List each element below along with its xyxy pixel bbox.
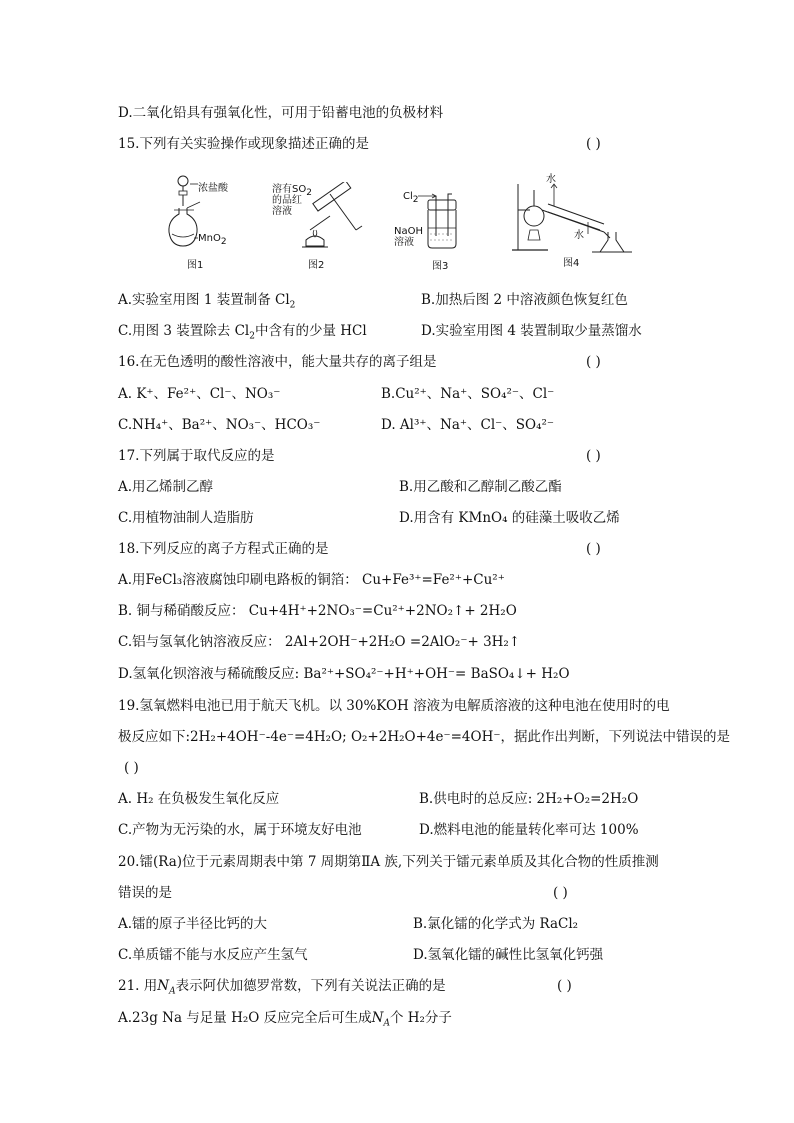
- fig1-label-mno2: MnO$_2$: [198, 233, 227, 247]
- q18-option-d: D.氢氧化钡溶液与稀硫酸反应: Ba²⁺+SO₄²⁻+H⁺+OH⁻= BaSO₄↓+ H₂O: [118, 666, 570, 682]
- q15-option-c: C.用图 3 装置除去 $Cl_2$中含有的少量 HCl: [118, 323, 367, 342]
- q19-option-c: C.产物为无污染的水，属于环境友好电池: [118, 822, 362, 838]
- q14-option-d: D.二氧化铅具有强氧化性，可用于铅蓄电池的负极材料: [118, 105, 444, 121]
- q15-answer-paren: ( ): [586, 136, 601, 152]
- q20-stem-line2: 错误的是: [118, 885, 172, 901]
- q21-option-a: A.23g Na 与足量 H₂O 反应完全后可生成$N_A$个 H₂分子: [118, 1010, 452, 1029]
- q16-answer-paren: ( ): [586, 354, 601, 370]
- fig3-label-cl2: $Cl_2$: [403, 191, 419, 205]
- q18-answer-paren: ( ): [586, 541, 601, 557]
- q20-option-a: A.镭的原子半径比钙的大: [118, 916, 268, 932]
- q20-stem-line1: 20.镭(Ra)位于元素周期表中第 7 周期第ⅡA 族,下列关于镭元素单质及其化合物的性质推测: [118, 854, 659, 870]
- q17-option-c: C.用植物油制人造脂肪: [118, 510, 254, 526]
- q16-option-a: A. K⁺、Fe²⁺、Cl⁻、NO₃⁻: [118, 386, 281, 402]
- figure-2-heated-tube: [270, 182, 370, 270]
- figure-3-gas-washing-bottle: [392, 186, 472, 270]
- q17-option-b: B.用乙酸和乙醇制乙酸乙酯: [399, 479, 562, 495]
- q16-stem: 16.在无色透明的酸性溶液中，能大量共存的离子组是: [118, 354, 437, 370]
- fig2-caption: 图2: [308, 260, 325, 271]
- figure-4-distillation: [508, 170, 638, 270]
- q20-answer-paren: ( ): [553, 885, 568, 901]
- fig1-caption: 图1: [187, 260, 204, 271]
- q16-option-d: D. Al³⁺、Na⁺、Cl⁻、SO₄²⁻: [381, 417, 555, 433]
- q15-option-d: D.实验室用图 4 装置制取少量蒸馏水: [421, 323, 642, 339]
- q19-option-d: D.燃料电池的能量转化率可达 100%: [419, 822, 639, 838]
- q18-option-a: A.用FeCl₃溶液腐蚀印刷电路板的铜箔： Cu+Fe³⁺=Fe²⁺+Cu²⁺: [118, 572, 505, 588]
- fig1-label-hcl: 浓盐酸: [198, 183, 228, 194]
- q18-option-c: C.铝与氢氧化钠溶液反应： 2Al+2OH⁻+2H₂O =2AlO₂⁻+ 3H₂↑: [118, 634, 521, 650]
- fig4-label-water-out: 水: [574, 230, 584, 241]
- q19-option-a: A. H₂ 在负极发生氧化反应: [118, 791, 280, 807]
- q15-option-b: B.加热后图 2 中溶液颜色恢复红色: [421, 292, 628, 308]
- fig3-caption: 图3: [432, 261, 449, 272]
- q20-option-d: D.氢氧化镭的碱性比氢氧化钙强: [413, 947, 604, 963]
- q17-answer-paren: ( ): [586, 448, 601, 464]
- q17-stem: 17.下列属于取代反应的是: [118, 448, 275, 464]
- q20-option-b: B.氯化镭的化学式为 RaCl₂: [413, 916, 579, 932]
- q15-stem: 15.下列有关实验操作或现象描述正确的是: [118, 136, 369, 152]
- q19-stem-line2: 极反应如下:2H₂+4OH⁻-4e⁻=4H₂O; O₂+2H₂O+4e⁻=4OH⁻，据此作出判断，下列说法中错误的是: [118, 729, 730, 745]
- fig3-label-naoh: NaOH 溶液: [394, 226, 423, 248]
- q19-answer-paren: ( ): [124, 760, 139, 776]
- fig4-caption: 图4: [563, 258, 580, 269]
- fig2-label: 溶有$SO_2$ 的品红 溶液: [272, 184, 312, 217]
- figure-1-chlorine-generator: [160, 172, 240, 270]
- q19-option-b: B.供电时的总反应: 2H₂+O₂=2H₂O: [419, 791, 639, 807]
- q20-option-c: C.单质镭不能与水反应产生氢气: [118, 947, 308, 963]
- q18-stem: 18.下列反应的离子方程式正确的是: [118, 541, 329, 557]
- q19-stem-line1: 19.氢氧燃料电池已用于航天飞机。以 30%KOH 溶液为电解质溶液的这种电池在使用时的电: [118, 698, 670, 714]
- q16-option-b: B.Cu²⁺、Na⁺、SO₄²⁻、Cl⁻: [381, 386, 555, 402]
- q17-option-d: D.用含有 KMnO₄ 的硅藻土吸收乙烯: [399, 510, 620, 526]
- q17-option-a: A.用乙烯制乙醇: [118, 479, 214, 495]
- fig4-label-water-in: 水: [546, 174, 556, 185]
- q21-answer-paren: ( ): [557, 978, 572, 994]
- q21-stem: 21. 用$N_A$表示阿伏加德罗常数，下列有关说法正确的是: [118, 978, 446, 997]
- q18-option-b: B. 铜与稀硝酸反应： Cu+4H⁺+2NO₃⁻=Cu²⁺+2NO₂↑+ 2H₂O: [118, 603, 517, 619]
- q15-option-a: A.实验室用图 1 装置制备 $Cl_2$: [118, 292, 296, 311]
- q16-option-c: C.NH₄⁺、Ba²⁺、NO₃⁻、HCO₃⁻: [118, 417, 321, 433]
